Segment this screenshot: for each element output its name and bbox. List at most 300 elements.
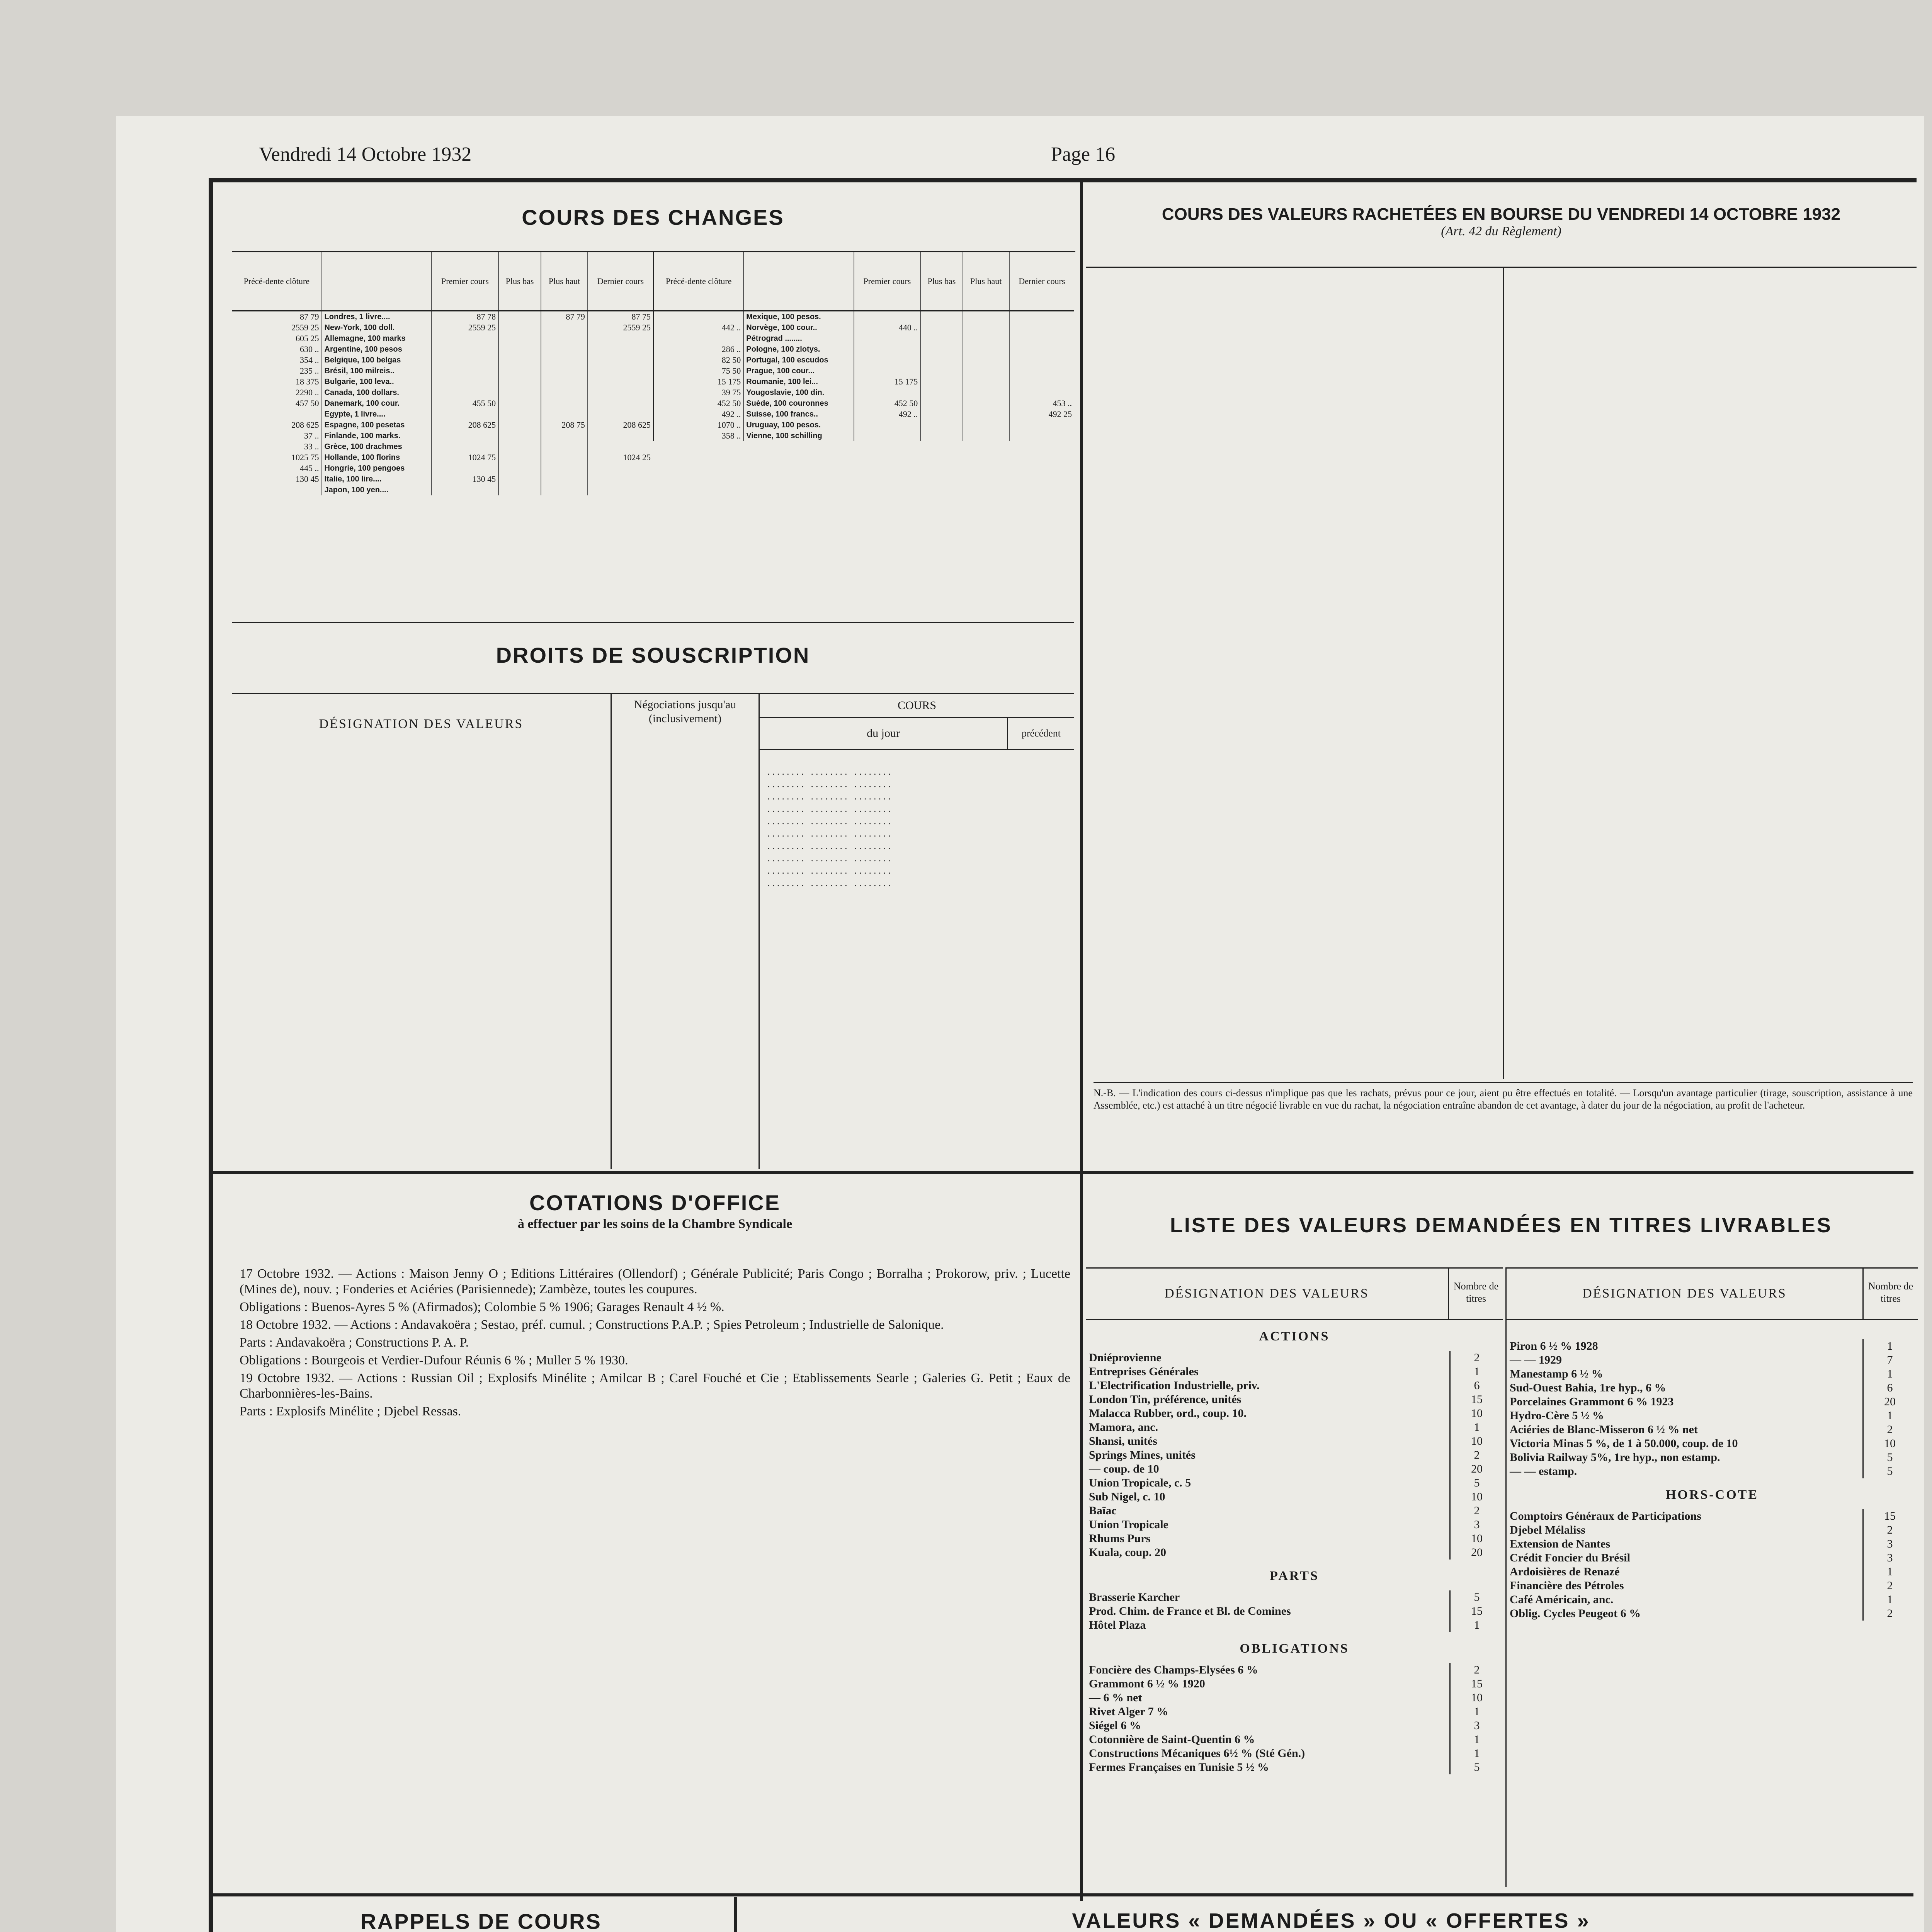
cell: Argentine, 100 pesos — [322, 344, 432, 355]
cell: 10 — [1450, 1532, 1503, 1546]
mid-rule-1 — [213, 1171, 1913, 1174]
table-row — [1086, 1365, 1503, 1379]
table-row — [654, 376, 1074, 387]
changes-left-table-wrap — [232, 251, 653, 495]
cell — [232, 485, 322, 495]
cotations-subtitle: à effectuer par les soins de la Chambre Syndicale — [517, 1217, 793, 1231]
table-row — [1507, 1565, 1916, 1579]
cell — [920, 398, 963, 409]
livrables-nombre-header: Nombre de titres — [1448, 1269, 1503, 1319]
cell: 452 50 — [654, 398, 743, 409]
table-row — [1086, 1518, 1503, 1532]
cell: L'Electrification Industrielle, priv. — [1089, 1379, 1260, 1392]
cell — [920, 430, 963, 441]
changes-title: COURS DES CHANGES — [522, 205, 784, 230]
cell: Aciéries de Blanc-Misseron 6 ½ % net — [1510, 1423, 1698, 1436]
cell — [920, 366, 963, 376]
cours-dots: ........ ........ ........ ........ ........ ........ ........ ........ ........ ........ ........ ........ ........ ........ ........ ........ ........ ........ ........ ........ ........ ........ ........ ........ ........ ........ ........ ........ ........ ........ — [767, 766, 893, 888]
cell: Rhums Purs — [1089, 1532, 1151, 1545]
table-row — [654, 430, 1074, 441]
cell: Canada, 100 dollars. — [322, 387, 432, 398]
cell — [588, 333, 653, 344]
cell — [541, 463, 588, 474]
table-row — [654, 409, 1074, 420]
cell: 208 625 — [623, 420, 651, 430]
cell — [920, 387, 963, 398]
cell: Grammont 6 ½ % 1920 — [1089, 1677, 1205, 1690]
table-row — [232, 452, 653, 463]
cell: — 6 % net — [1089, 1691, 1142, 1704]
cell: 15 175 — [854, 376, 921, 387]
cell: 87 79 — [232, 311, 322, 323]
cell — [498, 474, 541, 485]
cell: 2290 .. — [232, 387, 322, 398]
cell: 492 .. — [854, 409, 921, 420]
cell: Uruguay, 100 pesos. — [743, 420, 854, 430]
cell: Constructions Mécaniques 6½ % (Sté Gén.) — [1089, 1747, 1305, 1760]
cell — [1009, 420, 1074, 430]
table-row — [1086, 1448, 1503, 1462]
cell: — coup. de 10 — [1089, 1463, 1159, 1475]
cell — [854, 344, 921, 355]
cell — [854, 420, 921, 430]
souscription-table — [232, 693, 1074, 1169]
cell: Mamora, anc. — [1089, 1421, 1158, 1434]
rachetees-panel — [1086, 205, 1917, 1171]
table-row — [1507, 1509, 1916, 1523]
cell: Shansi, unités — [1089, 1435, 1157, 1447]
cell — [920, 420, 963, 430]
cell: 10 — [1450, 1490, 1503, 1504]
cell: 1 — [1863, 1339, 1917, 1353]
cell — [432, 463, 498, 474]
cell — [541, 485, 588, 495]
table-row — [232, 409, 653, 420]
header-date: Vendredi 14 Octobre 1932 — [259, 143, 472, 165]
cell — [854, 311, 921, 323]
livrables-right-table — [1507, 1339, 1916, 1478]
cotations-panel — [240, 1190, 1070, 1886]
col-first: Premier cours — [432, 252, 498, 311]
cell — [432, 376, 498, 387]
cell — [541, 409, 588, 420]
cell — [1009, 430, 1074, 441]
cell: 2559 25 — [623, 323, 651, 332]
cell: Norvège, 100 cour.. — [743, 322, 854, 333]
cell: 7 — [1863, 1353, 1917, 1367]
cell — [963, 398, 1009, 409]
cell: 3 — [1450, 1719, 1503, 1733]
cell — [588, 398, 653, 409]
cell — [498, 430, 541, 441]
cell: 453 .. — [1053, 398, 1072, 408]
cell: 1 — [1450, 1705, 1503, 1719]
table-row — [232, 420, 653, 430]
cell: 208 75 — [541, 420, 588, 430]
souscription-title: DROITS DE SOUSCRIPTION — [496, 643, 810, 667]
cell — [1009, 387, 1074, 398]
cell: 5 — [1450, 1760, 1503, 1774]
rappels-panel — [232, 1909, 730, 1932]
table-row — [1507, 1593, 1916, 1607]
cell: Entreprises Générales — [1089, 1365, 1199, 1378]
cell — [588, 387, 653, 398]
table-row — [654, 322, 1074, 333]
table-row — [1086, 1532, 1503, 1546]
cell — [588, 376, 653, 387]
jour-header: du jour — [760, 718, 1008, 749]
cell: 15 — [1450, 1393, 1503, 1406]
table-row — [232, 355, 653, 366]
table-row — [654, 311, 1074, 323]
col-last: Dernier cours — [1009, 252, 1074, 311]
cell — [541, 344, 588, 355]
table-row — [1507, 1551, 1916, 1565]
cell: Financière des Pétroles — [1510, 1579, 1624, 1592]
cell: 445 .. — [232, 463, 322, 474]
cell — [588, 474, 653, 485]
table-row — [1086, 1379, 1503, 1393]
table-row — [654, 398, 1074, 409]
souscription-col-negociations — [612, 694, 760, 1169]
top-rule — [209, 178, 1917, 182]
souscription-col-cours — [760, 694, 1074, 1169]
table-row — [1086, 1691, 1503, 1705]
cell — [498, 441, 541, 452]
table-row — [1086, 1733, 1503, 1747]
cell: 18 375 — [232, 376, 322, 387]
col-last: Dernier cours — [588, 252, 653, 311]
cell: Comptoirs Généraux de Participations — [1510, 1510, 1701, 1522]
cell — [854, 366, 921, 376]
changes-right-table-wrap — [653, 251, 1075, 441]
cell — [654, 311, 743, 323]
cell — [588, 344, 653, 355]
cell: 33 .. — [232, 441, 322, 452]
cell: Sub Nigel, c. 10 — [1089, 1490, 1165, 1503]
cell: 10 — [1450, 1434, 1503, 1448]
cell: Victoria Minas 5 %, de 1 à 50.000, coup. de 10 — [1510, 1437, 1738, 1450]
cell: Cotonnière de Saint-Quentin 6 % — [1089, 1733, 1255, 1746]
cell — [654, 333, 743, 344]
cell — [1009, 376, 1074, 387]
cell: 10 — [1450, 1691, 1503, 1705]
table-row — [1086, 1760, 1503, 1774]
cell: 605 25 — [232, 333, 322, 344]
cell — [232, 409, 322, 420]
cotations-paragraph: Parts : Andavakoëra ; Constructions P. A. P. — [240, 1335, 469, 1350]
cell — [432, 387, 498, 398]
col-low: Plus bas — [498, 252, 541, 311]
cell: 5 — [1450, 1476, 1503, 1490]
cell: Espagne, 100 pesetas — [322, 420, 432, 430]
cell: 2 — [1863, 1423, 1917, 1437]
table-row — [654, 333, 1074, 344]
table-row — [1507, 1409, 1916, 1423]
cell: 5 — [1450, 1590, 1503, 1604]
cell: 20 — [1450, 1546, 1503, 1560]
cell — [920, 344, 963, 355]
livrables-horscote-table — [1507, 1509, 1916, 1621]
cell: 2 — [1863, 1579, 1917, 1593]
table-row — [1086, 1420, 1503, 1434]
cell: 442 .. — [654, 322, 743, 333]
col-currency — [322, 252, 432, 311]
cell: 75 50 — [654, 366, 743, 376]
cell: 1 — [1863, 1367, 1917, 1381]
livrables-parts-table — [1086, 1590, 1503, 1632]
precedent-header: précédent — [1021, 728, 1061, 739]
cell: 235 .. — [232, 366, 322, 376]
cell — [498, 398, 541, 409]
cell: 286 .. — [654, 344, 743, 355]
cell — [854, 333, 921, 344]
cotations-paragraph: 17 Octobre 1932. — Actions : Maison Jenny O ; Editions Littéraires (Ollendorf) ; Générale Publicité; Paris Congo ; Borralha ; Prokorow, priv. ; Lucette (Mines de), nouv. ; Fonderies et Aciéries (Parisiennede); Zambèze, toutes les coupures. — [240, 1267, 1070, 1296]
table-row — [654, 387, 1074, 398]
cell: 492 .. — [654, 409, 743, 420]
livrables-obligations-label: OBLIGATIONS — [1240, 1641, 1349, 1656]
cell: Café Américain, anc. — [1510, 1593, 1614, 1606]
cell: Hydro-Cère 5 ½ % — [1510, 1409, 1604, 1422]
table-row — [1507, 1437, 1916, 1451]
cell — [588, 409, 653, 420]
offertes-title: VALEURS « DEMANDÉES » OU « OFFERTES » — [1072, 1909, 1590, 1932]
rachetees-note: N.-B. — L'indication des cours ci-dessus n'implique pas que les rachats, prévus pour ce jour, aient pu être effectués en totalité. — Lorsqu'un avantage particulier (tirage, souscription, assistance à une Assemblée, etc.) est attaché à un titre négocié livrable en vue du rachat, la négociation entraîne abandon de cet avantage, à dater du jour de la négociation, au profit de l'acheteur. — [1094, 1082, 1913, 1112]
cell — [432, 441, 498, 452]
livrables-nombre-header: Nombre de titres — [1862, 1269, 1918, 1319]
livrables-designation-header: DÉSIGNATION DES VALEURS — [1582, 1286, 1787, 1301]
cell: Mexique, 100 pesos. — [743, 311, 854, 323]
cell: Prague, 100 cour... — [743, 366, 854, 376]
table-row — [1507, 1423, 1916, 1437]
cell: 15 — [1863, 1509, 1917, 1523]
offertes-panel — [746, 1909, 1917, 1932]
table-row — [1086, 1677, 1503, 1691]
livrables-actions-table — [1086, 1351, 1503, 1560]
table-row — [654, 344, 1074, 355]
livrables-left — [1086, 1267, 1503, 1887]
rachetees-grid — [1086, 267, 1917, 1079]
cell — [963, 322, 1009, 333]
cell: Rivet Alger 7 % — [1089, 1705, 1168, 1718]
cell — [498, 322, 541, 333]
cotations-paragraph: Obligations : Bourgeois et Verdier-Dufour Réunis 6 % ; Muller 5 % 1930. — [240, 1353, 628, 1367]
table-row — [232, 311, 653, 323]
cell: 20 — [1450, 1462, 1503, 1476]
table-row — [1507, 1339, 1916, 1353]
cell: Italie, 100 lire.... — [322, 474, 432, 485]
table-row — [1086, 1406, 1503, 1420]
cours-header: COURS — [760, 694, 1074, 718]
cotations-paragraph: 18 Octobre 1932. — Actions : Andavakoëra ; Sestao, préf. cumul. ; Constructions P.A.P. ; Spies Petroleum ; Industrielle de Salonique. — [240, 1318, 944, 1332]
cell: Malacca Rubber, ord., coup. 10. — [1089, 1407, 1247, 1420]
cell — [541, 366, 588, 376]
cell: Roumanie, 100 lei... — [743, 376, 854, 387]
col-low: Plus bas — [920, 252, 963, 311]
cell — [1009, 355, 1074, 366]
cell — [498, 409, 541, 420]
cell: 1024 25 — [623, 452, 651, 462]
cell — [963, 420, 1009, 430]
cell: Siégel 6 % — [1089, 1719, 1141, 1732]
cell: Hongrie, 100 pengoes — [322, 463, 432, 474]
livrables-panel — [1086, 1190, 1917, 1889]
cell: 455 50 — [432, 398, 498, 409]
cell: 440 .. — [854, 322, 921, 333]
cell: 630 .. — [232, 344, 322, 355]
cell — [1009, 366, 1074, 376]
cell: 2 — [1450, 1504, 1503, 1518]
table-row — [1086, 1719, 1503, 1733]
cell — [963, 311, 1009, 323]
cell: 208 625 — [232, 420, 322, 430]
cell: Pétrograd ........ — [743, 333, 854, 344]
cell: 457 50 — [232, 398, 322, 409]
col-prev: Précé-dente clôture — [654, 252, 743, 311]
cell: London Tin, préférence, unités — [1089, 1393, 1242, 1406]
table-row — [1507, 1381, 1916, 1395]
cell: Union Tropicale, c. 5 — [1089, 1476, 1191, 1489]
cell: Londres, 1 livre.... — [322, 311, 432, 323]
cell — [541, 376, 588, 387]
table-row — [654, 355, 1074, 366]
center-rule-lower — [734, 1897, 737, 1932]
cell — [432, 333, 498, 344]
cell: 1 — [1863, 1565, 1917, 1579]
cell: 1070 .. — [654, 420, 743, 430]
cell — [541, 474, 588, 485]
cell: — — estamp. — [1510, 1465, 1577, 1478]
cell: 2 — [1863, 1523, 1917, 1537]
cell: 1 — [1450, 1365, 1503, 1379]
table-row — [1507, 1395, 1916, 1409]
cell — [498, 387, 541, 398]
col-prev: Précé-dente clôture — [232, 252, 322, 311]
cell: Extension de Nantes — [1510, 1537, 1611, 1550]
cell — [1009, 322, 1074, 333]
cell: 358 .. — [654, 430, 743, 441]
cell — [963, 387, 1009, 398]
cell — [432, 344, 498, 355]
table-row — [232, 441, 653, 452]
cell: Porcelaines Grammont 6 % 1923 — [1510, 1395, 1674, 1408]
cell: Japon, 100 yen.... — [322, 485, 432, 495]
cell: 2559 25 — [432, 322, 498, 333]
left-rule — [209, 178, 213, 1932]
cell: Ardoisières de Renazé — [1510, 1565, 1620, 1578]
cell: 15 175 — [654, 376, 743, 387]
cell — [1009, 311, 1074, 323]
cell — [541, 430, 588, 441]
cell: 2 — [1450, 1448, 1503, 1462]
table-row — [1086, 1393, 1503, 1406]
cell: Djebel Mélaliss — [1510, 1524, 1585, 1536]
table-row — [1507, 1523, 1916, 1537]
table-row — [232, 387, 653, 398]
cell — [963, 376, 1009, 387]
designation-header: DÉSIGNATION DES VALEURS — [319, 717, 524, 731]
cell: 82 50 — [654, 355, 743, 366]
cell: 10 — [1863, 1437, 1917, 1451]
cell: Brésil, 100 milreis.. — [322, 366, 432, 376]
cell: 354 .. — [232, 355, 322, 366]
cell: Dniéprovienne — [1089, 1351, 1162, 1364]
table-row — [1507, 1367, 1916, 1381]
cell — [963, 333, 1009, 344]
cell — [432, 366, 498, 376]
cell — [588, 430, 653, 441]
cell: 2559 25 — [232, 322, 322, 333]
cell: 2 — [1450, 1351, 1503, 1365]
cell: 87 75 — [631, 312, 651, 321]
cell — [498, 463, 541, 474]
cotations-title: COTATIONS D'OFFICE — [529, 1190, 781, 1215]
cell — [498, 333, 541, 344]
cell: 87 78 — [432, 311, 498, 323]
cell — [432, 409, 498, 420]
cell — [854, 430, 921, 441]
cell — [588, 355, 653, 366]
cell: Brasserie Karcher — [1089, 1591, 1180, 1604]
rappels-title: RAPPELS DE COURS — [361, 1909, 602, 1932]
cell: 6 — [1450, 1379, 1503, 1393]
livrables-horscote-label: HORS-COTE — [1665, 1488, 1759, 1502]
cell — [920, 333, 963, 344]
cell: 2 — [1863, 1607, 1917, 1621]
table-row — [1086, 1604, 1503, 1618]
cell: 39 75 — [654, 387, 743, 398]
changes-right-table — [654, 252, 1074, 441]
cell — [498, 420, 541, 430]
table-row — [232, 376, 653, 387]
cotations-text — [240, 1266, 1070, 1419]
cell — [498, 485, 541, 495]
cell: 1 — [1450, 1733, 1503, 1747]
cell: 1 — [1863, 1593, 1917, 1607]
cell: Grèce, 100 drachmes — [322, 441, 432, 452]
cell — [1009, 344, 1074, 355]
cell: Prod. Chim. de France et Bl. de Comines — [1089, 1605, 1291, 1617]
cell: New-York, 100 doll. — [322, 322, 432, 333]
cell — [920, 311, 963, 323]
cotations-paragraph: 19 Octobre 1932. — Actions : Russian Oil ; Explosifs Minélite ; Amilcar B ; Carel Fouché et Cie ; Etablissements Searle ; Galeries G. Petit ; Eaux de Charbonnières-les-Bains. — [240, 1371, 1070, 1401]
table-row — [1086, 1476, 1503, 1490]
cell — [432, 485, 498, 495]
cell — [920, 322, 963, 333]
cell — [541, 355, 588, 366]
table-row — [1507, 1464, 1916, 1478]
cell: Suède, 100 couronnes — [743, 398, 854, 409]
cell: Vienne, 100 schilling — [743, 430, 854, 441]
changes-panel — [232, 205, 1074, 618]
cell — [854, 355, 921, 366]
cell: Hôtel Plaza — [1089, 1619, 1146, 1631]
cell — [498, 452, 541, 463]
mid-rule-2 — [213, 1893, 1913, 1896]
center-rule-upper — [1080, 182, 1083, 1901]
cell — [541, 322, 588, 333]
table-row — [232, 322, 653, 333]
cell — [541, 333, 588, 344]
table-row — [232, 474, 653, 485]
cell — [588, 485, 653, 495]
souscription-panel — [232, 622, 1074, 1167]
cell — [588, 463, 653, 474]
cell: Kuala, coup. 20 — [1089, 1546, 1167, 1559]
table-row — [232, 366, 653, 376]
table-row — [1086, 1434, 1503, 1448]
cell: Baïac — [1089, 1504, 1117, 1517]
